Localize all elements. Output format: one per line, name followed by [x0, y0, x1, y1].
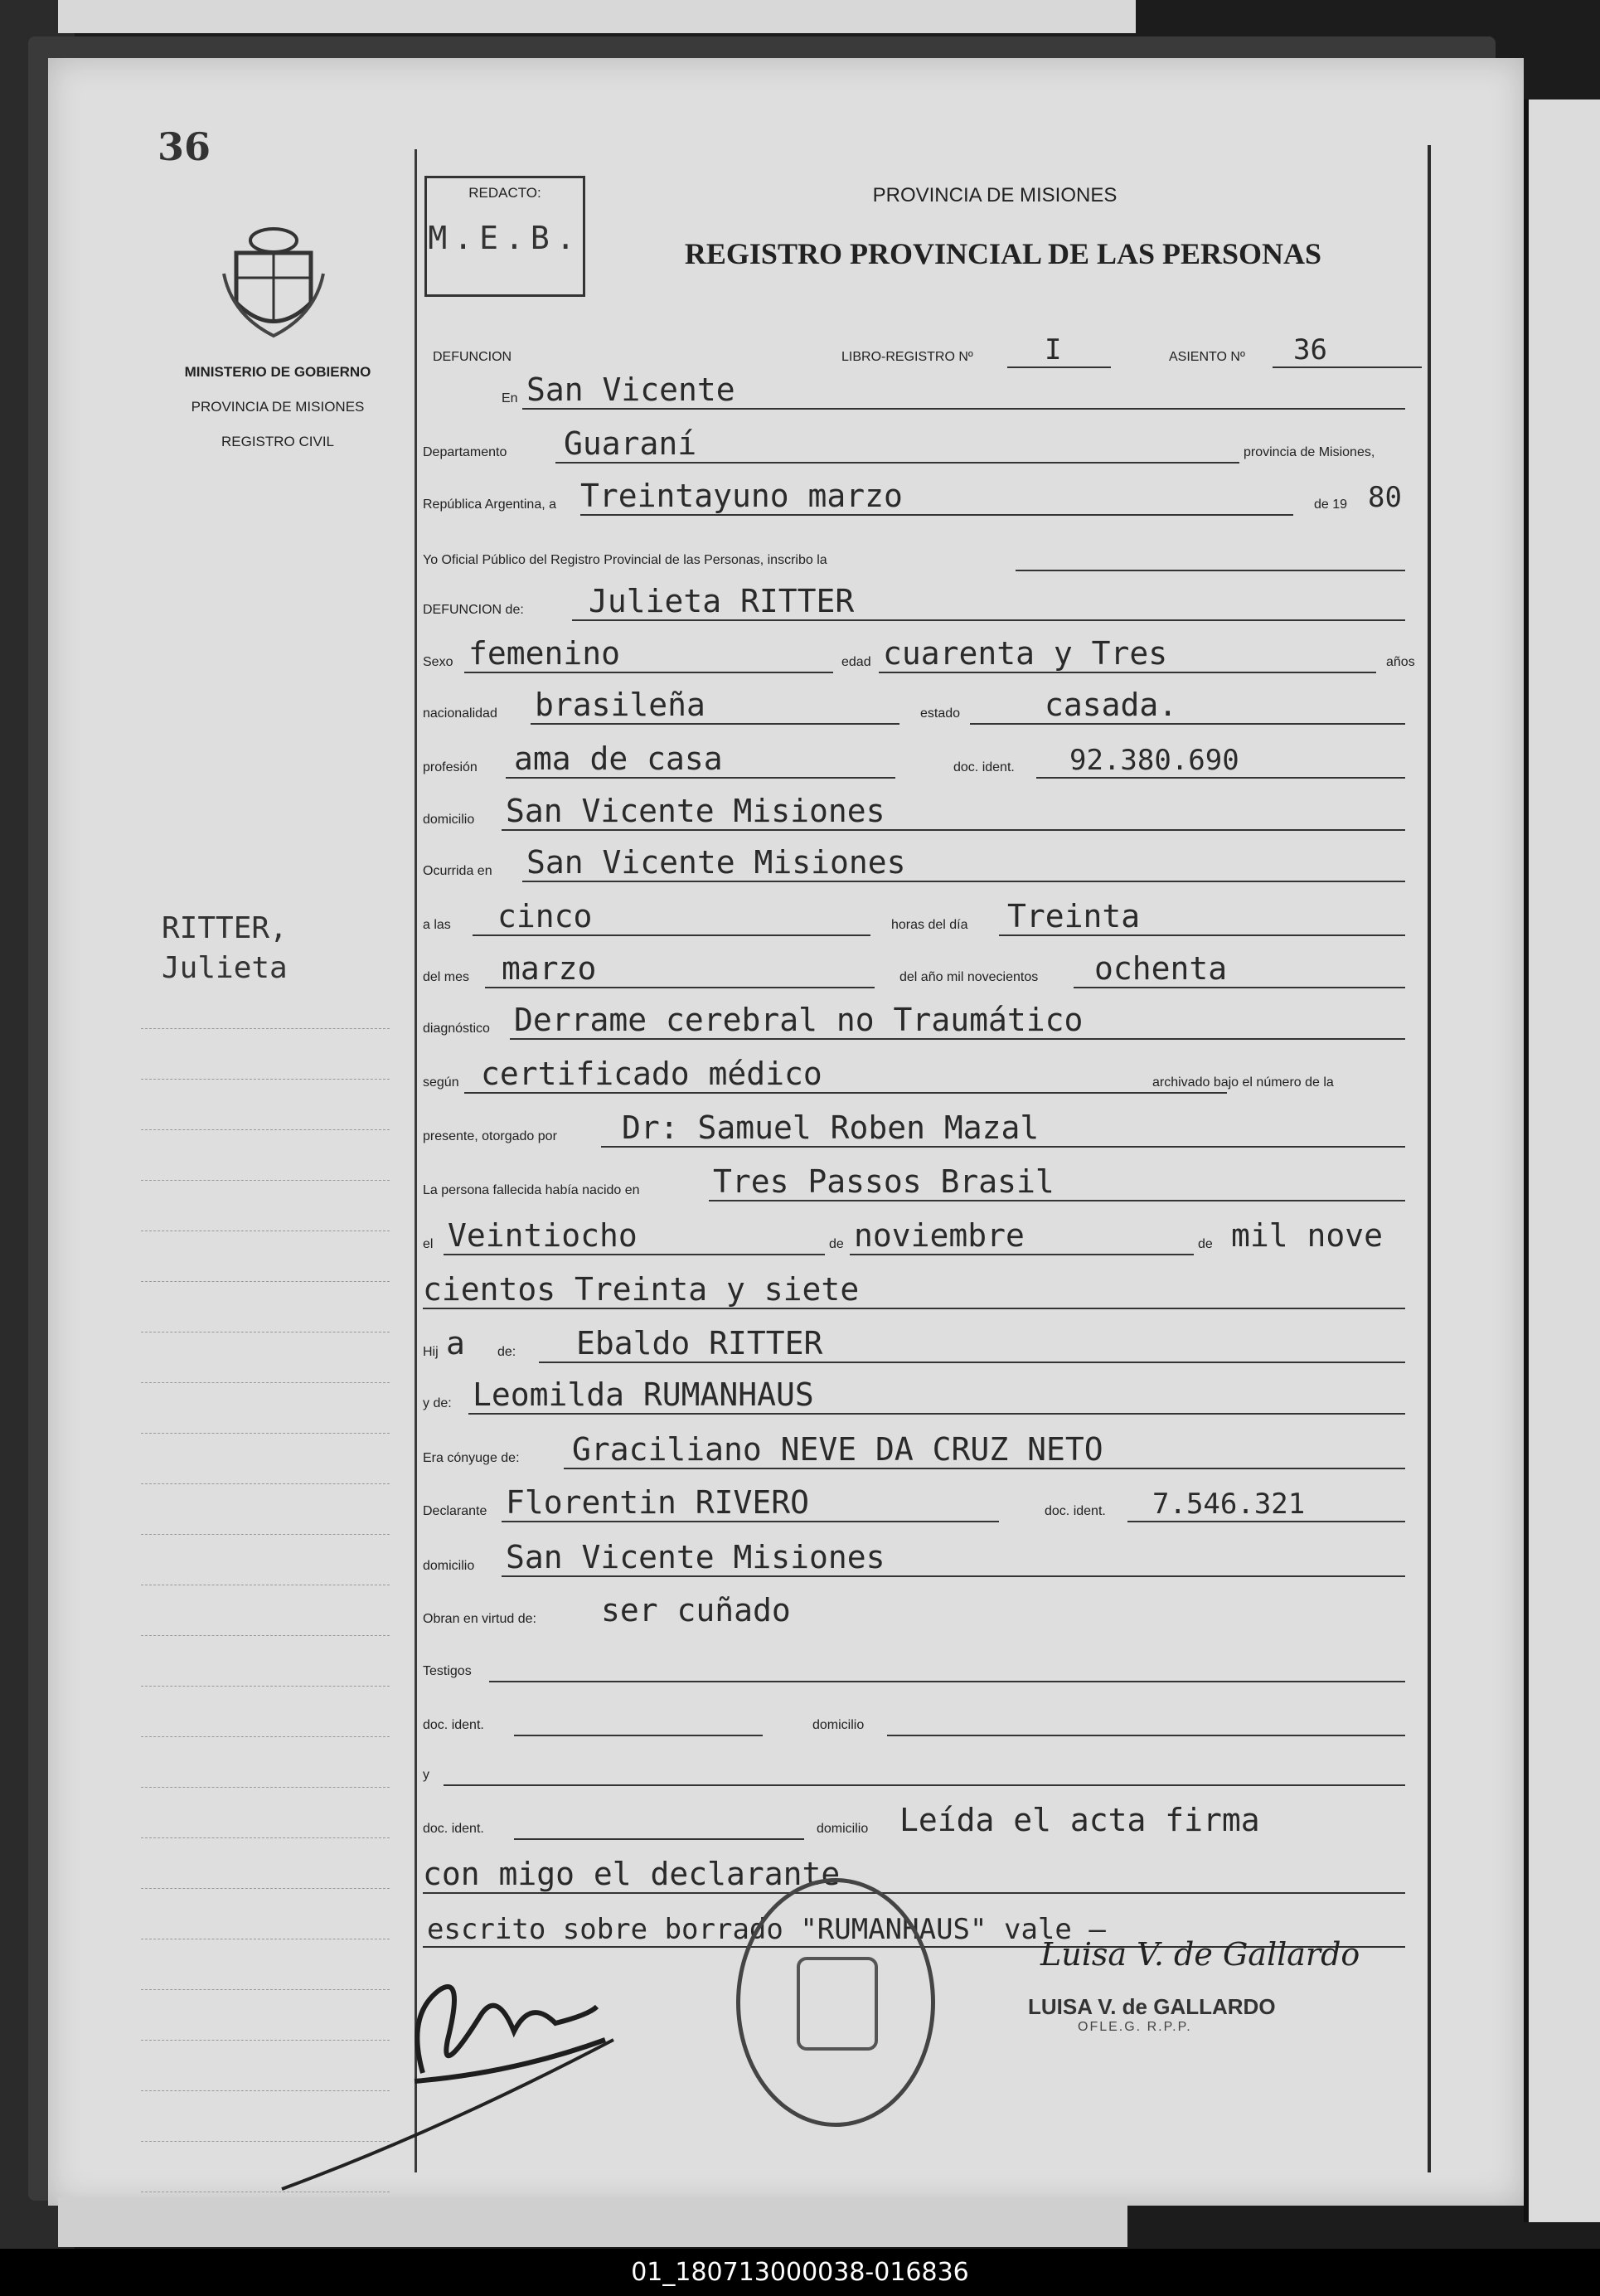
- doc-ident-value: 92.380.690: [1069, 744, 1239, 777]
- padre-value: Ebaldo RITTER: [576, 1325, 823, 1362]
- doc-ident-label: doc. ident.: [953, 760, 1015, 774]
- row-sexo: [423, 629, 1422, 675]
- mes-value: noviembre: [854, 1217, 1025, 1254]
- presente-label: presente, otorgado por: [423, 1129, 557, 1143]
- y-label: y: [423, 1768, 429, 1782]
- row-libro: [423, 323, 1422, 370]
- row-hija: [423, 1318, 1422, 1365]
- hija-label: Hij: [423, 1345, 439, 1359]
- conyuge-value: Graciliano NEVE DA CRUZ NETO: [572, 1431, 1103, 1468]
- row-obran: [423, 1585, 1422, 1632]
- yde-label: y de:: [423, 1396, 452, 1410]
- page-number: 36: [158, 124, 211, 169]
- official-signature-script: Luisa V. de Gallardo: [1040, 1936, 1360, 1973]
- next-page-edge: [1524, 100, 1600, 2222]
- margin-note-surname: RITTER,: [162, 911, 288, 945]
- official-signature-title: OFLE.G. R.P.P.: [1078, 2020, 1192, 2034]
- row-decl-domicilio: [423, 1532, 1422, 1579]
- row-testigo2: [423, 1741, 1422, 1788]
- row-testigo1-doc: [423, 1692, 1422, 1738]
- t-dom-label: domicilio: [812, 1718, 865, 1732]
- fecha-value: Treintayuno marzo: [580, 478, 903, 514]
- defuncion-de-label: DEFUNCION de:: [423, 603, 524, 617]
- row-hora: [423, 891, 1422, 938]
- horas-label: horas del día: [891, 918, 968, 932]
- redacto-box: [424, 176, 585, 297]
- de19-label: de 19: [1314, 498, 1348, 512]
- leida-value: Leída el acta firma: [899, 1802, 1260, 1838]
- decl-doc-value: 7.546.321: [1152, 1488, 1306, 1521]
- ano-value: mil nove: [1231, 1217, 1384, 1254]
- decl-dom-label: domicilio: [423, 1559, 475, 1573]
- year-value: 80: [1368, 481, 1402, 514]
- archivado-label: archivado bajo el número de la: [1152, 1075, 1334, 1090]
- estado-label: estado: [920, 706, 961, 721]
- row-presente: [423, 1103, 1422, 1149]
- row-defuncion-de: [423, 576, 1422, 623]
- hija-de-label: de:: [497, 1345, 516, 1359]
- margin-note-name: Julieta: [162, 951, 288, 985]
- diagnostico-value: Derrame cerebral no Traumático: [514, 1002, 1084, 1038]
- oficial-text: Yo Oficial Público del Registro Provincial de las Personas, inscribo la: [423, 553, 827, 567]
- row-fecha-nacimiento: [423, 1211, 1422, 1257]
- redacto-label: REDACTO:: [468, 185, 541, 201]
- right-vertical-rule: [1428, 145, 1431, 2172]
- alas-value: cinco: [497, 898, 593, 934]
- row-departamento: [423, 419, 1422, 465]
- ministry-registry: REGISTRO CIVIL: [221, 434, 335, 449]
- segun-label: según: [423, 1075, 459, 1090]
- row-oficial: [423, 527, 1422, 573]
- conmigo-value: con migo el declarante: [423, 1856, 841, 1892]
- obran-value: ser cuñado: [601, 1592, 791, 1629]
- t2-doc-label: doc. ident.: [423, 1822, 484, 1836]
- nacido-label: La persona fallecida había nacido en: [423, 1183, 640, 1197]
- t-doc-label: doc. ident.: [423, 1718, 484, 1732]
- defuncion-de-value: Julieta RITTER: [589, 583, 855, 619]
- republica-label: República Argentina, a: [423, 498, 556, 512]
- estado-value: casada.: [1045, 687, 1178, 723]
- t2-dom-label: domicilio: [817, 1822, 869, 1836]
- row-en: [423, 365, 1422, 411]
- en-value: San Vicente: [526, 371, 735, 408]
- anos-label: años: [1386, 655, 1415, 669]
- row-segun: [423, 1049, 1422, 1095]
- ocurrida-label: Ocurrida en: [423, 864, 492, 878]
- delmes-label: del mes: [423, 970, 470, 984]
- defuncion-label: DEFUNCION: [433, 350, 512, 364]
- edad-label: edad: [841, 655, 871, 669]
- row-ocurrida: [423, 837, 1422, 884]
- asiento-value: 36: [1293, 333, 1327, 366]
- page-bottom-edge: [58, 2197, 1127, 2247]
- row-conyuge: [423, 1425, 1422, 1471]
- delano-label: del año mil novecientos: [899, 970, 1039, 984]
- declarante-label: Declarante: [423, 1504, 487, 1518]
- delmes-value: marzo: [502, 950, 597, 987]
- diagnostico-label: diagnóstico: [423, 1022, 490, 1036]
- row-fecha: [423, 471, 1422, 517]
- row-profesion: [423, 734, 1422, 780]
- de2-label: de: [1198, 1237, 1213, 1251]
- domicilio-value: San Vicente Misiones: [506, 793, 885, 829]
- sexo-label: Sexo: [423, 655, 453, 669]
- edad-value: cuarenta y Tres: [883, 635, 1168, 672]
- sexo-value: femenino: [468, 635, 621, 672]
- row-madre: [423, 1370, 1422, 1416]
- segun-value: certificado médico: [481, 1056, 822, 1092]
- provincia-label: provincia de Misiones,: [1244, 445, 1375, 459]
- provincia-title: PROVINCIA DE MISIONES: [872, 184, 1118, 206]
- libro-label: LIBRO-REGISTRO Nº: [841, 350, 973, 364]
- horas-value: Treinta: [1007, 898, 1141, 934]
- ano-cont-value: cientos Treinta y siete: [423, 1271, 860, 1308]
- decl-dom-value: San Vicente Misiones: [506, 1539, 885, 1575]
- nacionalidad-value: brasileña: [535, 687, 705, 723]
- el-value: Veintiocho: [448, 1217, 638, 1254]
- de-label: de: [829, 1237, 844, 1251]
- testigos-label: Testigos: [423, 1664, 472, 1678]
- left-vertical-rule: [415, 149, 417, 2172]
- delano-value: ochenta: [1094, 950, 1228, 987]
- closing-stroke-icon: [274, 2031, 622, 2197]
- domicilio-label: domicilio: [423, 813, 475, 827]
- el-label: el: [423, 1237, 434, 1251]
- obran-label: Obran en virtud de:: [423, 1612, 536, 1626]
- nacido-value: Tres Passos Brasil: [713, 1163, 1055, 1200]
- ocurrida-value: San Vicente Misiones: [526, 844, 906, 881]
- ministry-province: PROVINCIA DE MISIONES: [191, 399, 365, 415]
- departamento-value: Guaraní: [564, 425, 697, 462]
- row-domicilio: [423, 786, 1422, 832]
- redacto-value: M.E.B.: [428, 220, 582, 256]
- ministry-block: [153, 355, 402, 459]
- registro-title: REGISTRO PROVINCIAL DE LAS PERSONAS: [684, 237, 1322, 270]
- row-testigo2-doc: [423, 1795, 1422, 1842]
- presente-value: Dr: Samuel Roben Mazal: [622, 1109, 1040, 1146]
- row-declarante: [423, 1478, 1422, 1524]
- alas-label: a las: [423, 918, 451, 932]
- row-nacido: [423, 1157, 1422, 1203]
- official-stamp-icon: [736, 1878, 935, 2127]
- row-mes: [423, 944, 1422, 990]
- profesion-label: profesión: [423, 760, 478, 774]
- profesion-value: ama de casa: [514, 740, 723, 777]
- book-background-top: [58, 0, 1136, 33]
- libro-value: I: [1045, 333, 1062, 366]
- coat-of-arms-icon: [220, 224, 327, 340]
- asiento-label: ASIENTO Nº: [1169, 350, 1245, 364]
- image-id-label: 01_180713000038-016836: [631, 2258, 969, 2287]
- departamento-label: Departamento: [423, 445, 507, 459]
- margin-note: [162, 909, 369, 988]
- declarante-value: Florentin RIVERO: [506, 1484, 810, 1521]
- conyuge-label: Era cónyuge de:: [423, 1451, 520, 1465]
- en-label: En: [502, 391, 518, 405]
- row-diagnostico: [423, 995, 1422, 1041]
- row-testigos: [423, 1638, 1422, 1684]
- official-signature-name: LUISA V. de GALLARDO: [1028, 1994, 1276, 2019]
- decl-doc-label: doc. ident.: [1045, 1504, 1106, 1518]
- row-nacionalidad: [423, 680, 1422, 726]
- hija-value: a: [446, 1325, 465, 1362]
- nacionalidad-label: nacionalidad: [423, 706, 497, 721]
- row-ano-cont: [423, 1264, 1422, 1311]
- margin-ruled-lines: [141, 978, 390, 2192]
- row-conmigo: [423, 1849, 1422, 1896]
- escrito-value: escrito sobre borrado "RUMANHAUS" vale —: [427, 1913, 1106, 1946]
- ministry-title: MINISTERIO DE GOBIERNO: [184, 364, 371, 380]
- madre-value: Leomilda RUMANHAUS: [473, 1376, 814, 1413]
